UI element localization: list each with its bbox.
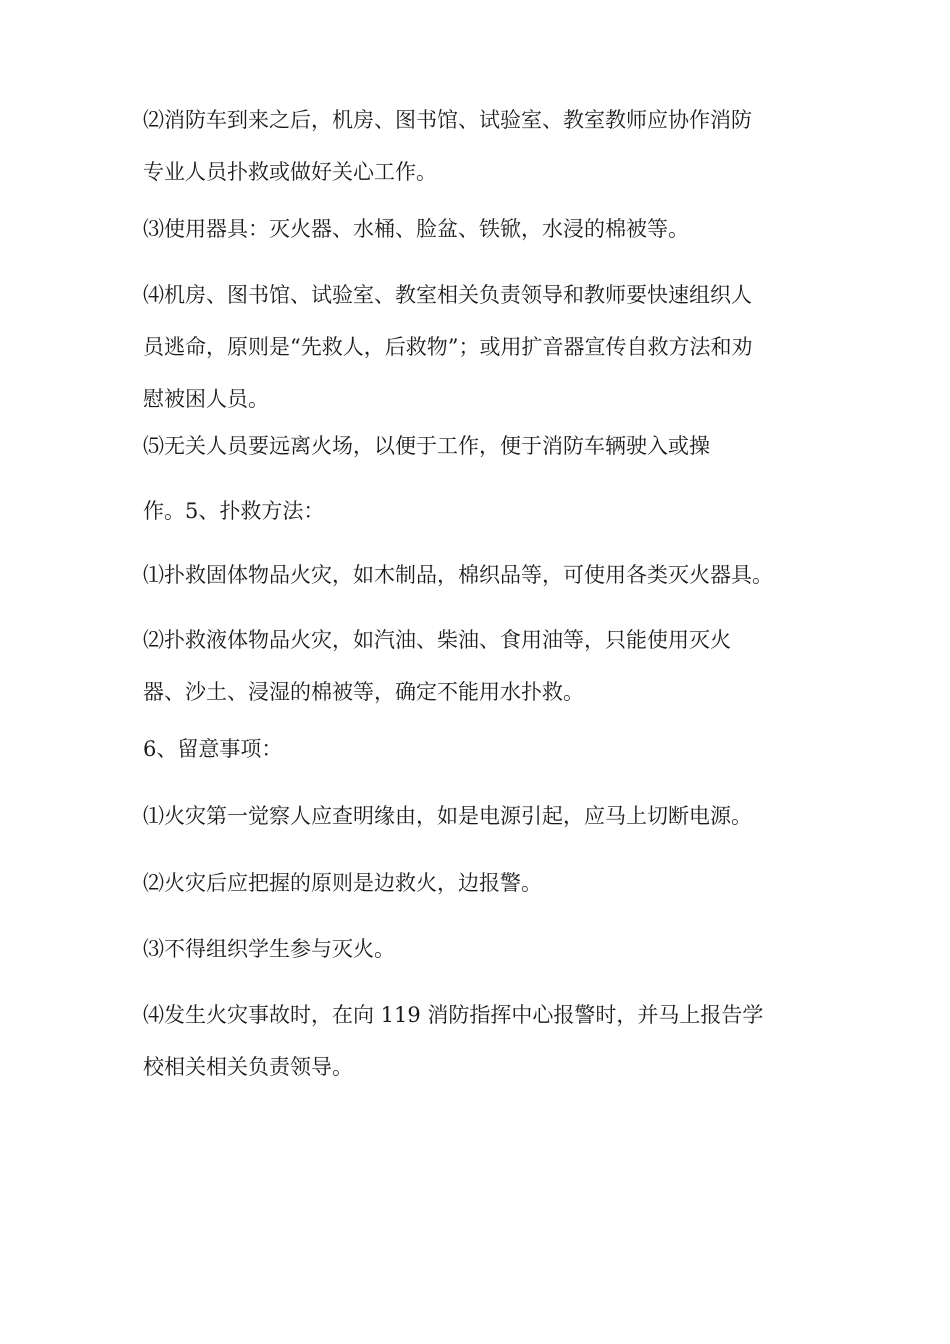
text-line: ⑵消防车到来之后，机房、图书馆、试验室、教室教师应协作消防 (143, 108, 752, 132)
paragraph-report (143, 989, 833, 1093)
text-line: ⑴扑救固体物品火灾，如木制品，棉织品等，可使用各类灭火器具。 (143, 563, 773, 587)
text-line: ⑴火灾第一觉察人应查明缘由，如是电源引起，应马上切断电源。 (143, 804, 752, 828)
text-line: 员逃命，原则是“先救人，后救物”；或用扩音器宣传自救方法和劝 (143, 335, 753, 359)
section-heading-notes (143, 723, 833, 775)
text-line: ⑵火灾后应把握的原则是边救火，边报警。 (143, 871, 542, 895)
paragraph-tools (143, 203, 833, 255)
text-line: ⑶使用器具：灭火器、水桶、脸盆、铁锨，水浸的棉被等。 (143, 217, 689, 241)
text-line: 校相关相关负责领导。 (143, 1055, 353, 1079)
text-line: 慰被困人员。 (143, 387, 269, 411)
text-line: ⑵扑救液体物品火灾，如汽油、柴油、食用油等，只能使用灭火 (143, 628, 731, 652)
paragraph-fire-truck-arrival (143, 94, 833, 198)
text-line: ⑷机房、图书馆、试验室、教室相关负责领导和教师要快速组织人 (143, 283, 752, 307)
text-line: 器、沙土、浸湿的棉被等，确定不能用水扑救。 (143, 680, 584, 704)
paragraph-solid-fire (143, 549, 833, 601)
paragraph-principle (143, 857, 833, 909)
paragraph-liquid-fire (143, 614, 833, 718)
paragraph-no-students (143, 923, 833, 975)
text-line: ⑶不得组织学生参与灭火。 (143, 937, 395, 961)
text-line: ⑸无关人员要远离火场，以便于工作，便于消防车辆驶入或操 (143, 434, 710, 458)
paragraph-keep-away (143, 420, 833, 472)
text-line: 专业人员扑救或做好关心工作。 (143, 160, 437, 184)
section-heading-extinguishing-methods (143, 485, 833, 537)
text-line: ⑷发生火灾事故时，在向 119 消防指挥中心报警时，并马上报告学 (143, 1003, 764, 1027)
text-line: 作。5、扑救方法： (143, 499, 325, 523)
paragraph-evacuation (143, 269, 833, 425)
paragraph-find-cause (143, 790, 833, 842)
text-line: 6、留意事项： (143, 737, 283, 761)
